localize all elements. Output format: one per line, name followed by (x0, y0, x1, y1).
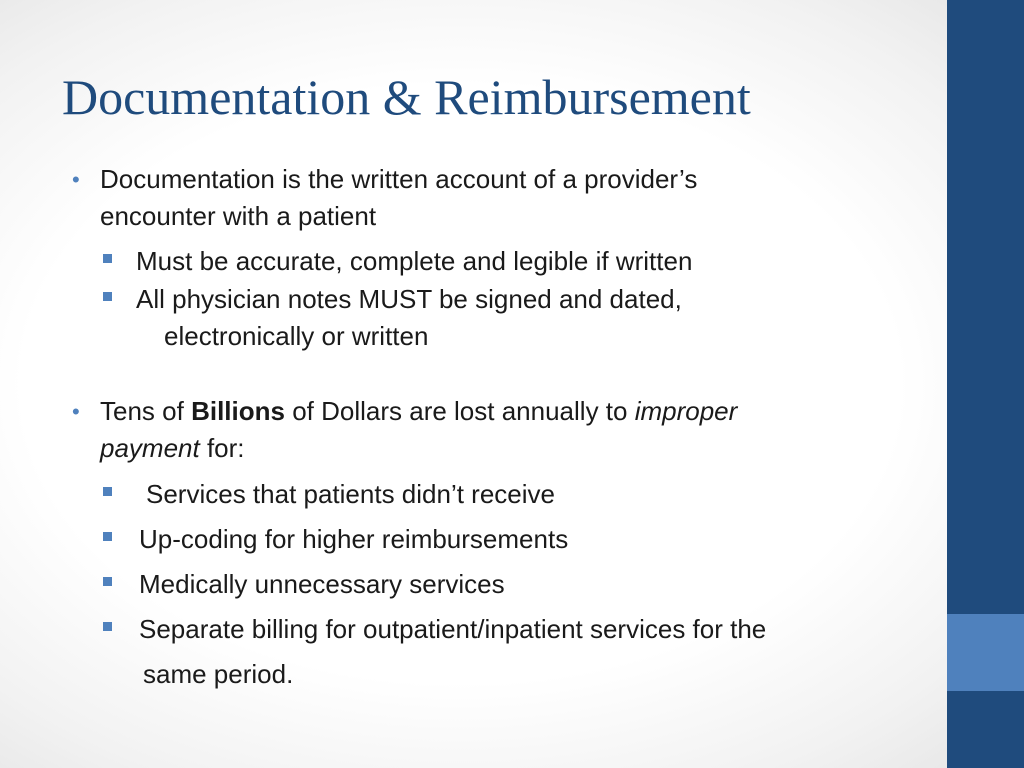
bullet-dot-icon: • (72, 399, 80, 424)
square-bullet-icon (103, 532, 112, 541)
sub-bullet-2-4-line-2: same period. (143, 659, 294, 689)
slide-title: Documentation & Reimbursement (62, 69, 751, 125)
sub-bullet-2-4-line-1: Separate billing for outpatient/inpatient services for the (139, 614, 767, 644)
bullet-2-middle: of Dollars are lost annually to (284, 396, 635, 426)
bullet-2-bold: Billions (191, 396, 285, 426)
bullet-2-prefix: Tens of (100, 396, 192, 426)
bullet-2-italic-2: payment (100, 433, 200, 463)
bullet-2-suffix: for: (199, 433, 245, 463)
sub-bullet-2-1: Services that patients didn’t receive (146, 479, 555, 509)
square-bullet-icon (103, 577, 112, 586)
bullet-2-italic-1: improper (634, 396, 738, 426)
square-bullet-icon (103, 254, 112, 263)
square-bullet-icon (103, 487, 112, 496)
square-bullet-icon (103, 622, 112, 631)
bullet-1-line-1: Documentation is the written account of a provider’s (100, 164, 698, 194)
bullet-2-line-2 (100, 430, 245, 467)
sub-bullet-2-3: Medically unnecessary services (139, 569, 505, 599)
square-bullet-icon (103, 292, 112, 301)
bullet-1-line-2: encounter with a patient (100, 201, 377, 231)
bullet-dot-icon: • (72, 167, 80, 192)
sub-bullet-1-2-line-2: electronically or written (164, 321, 429, 351)
sidebar-accent-block (947, 614, 1024, 691)
sub-bullet-1-1: Must be accurate, complete and legible if written (136, 246, 693, 276)
sub-bullet-2-2: Up-coding for higher reimbursements (139, 524, 569, 554)
sub-bullet-1-2-line-1: All physician notes MUST be signed and dated, (136, 284, 682, 314)
bullet-2-line-1 (100, 393, 737, 430)
